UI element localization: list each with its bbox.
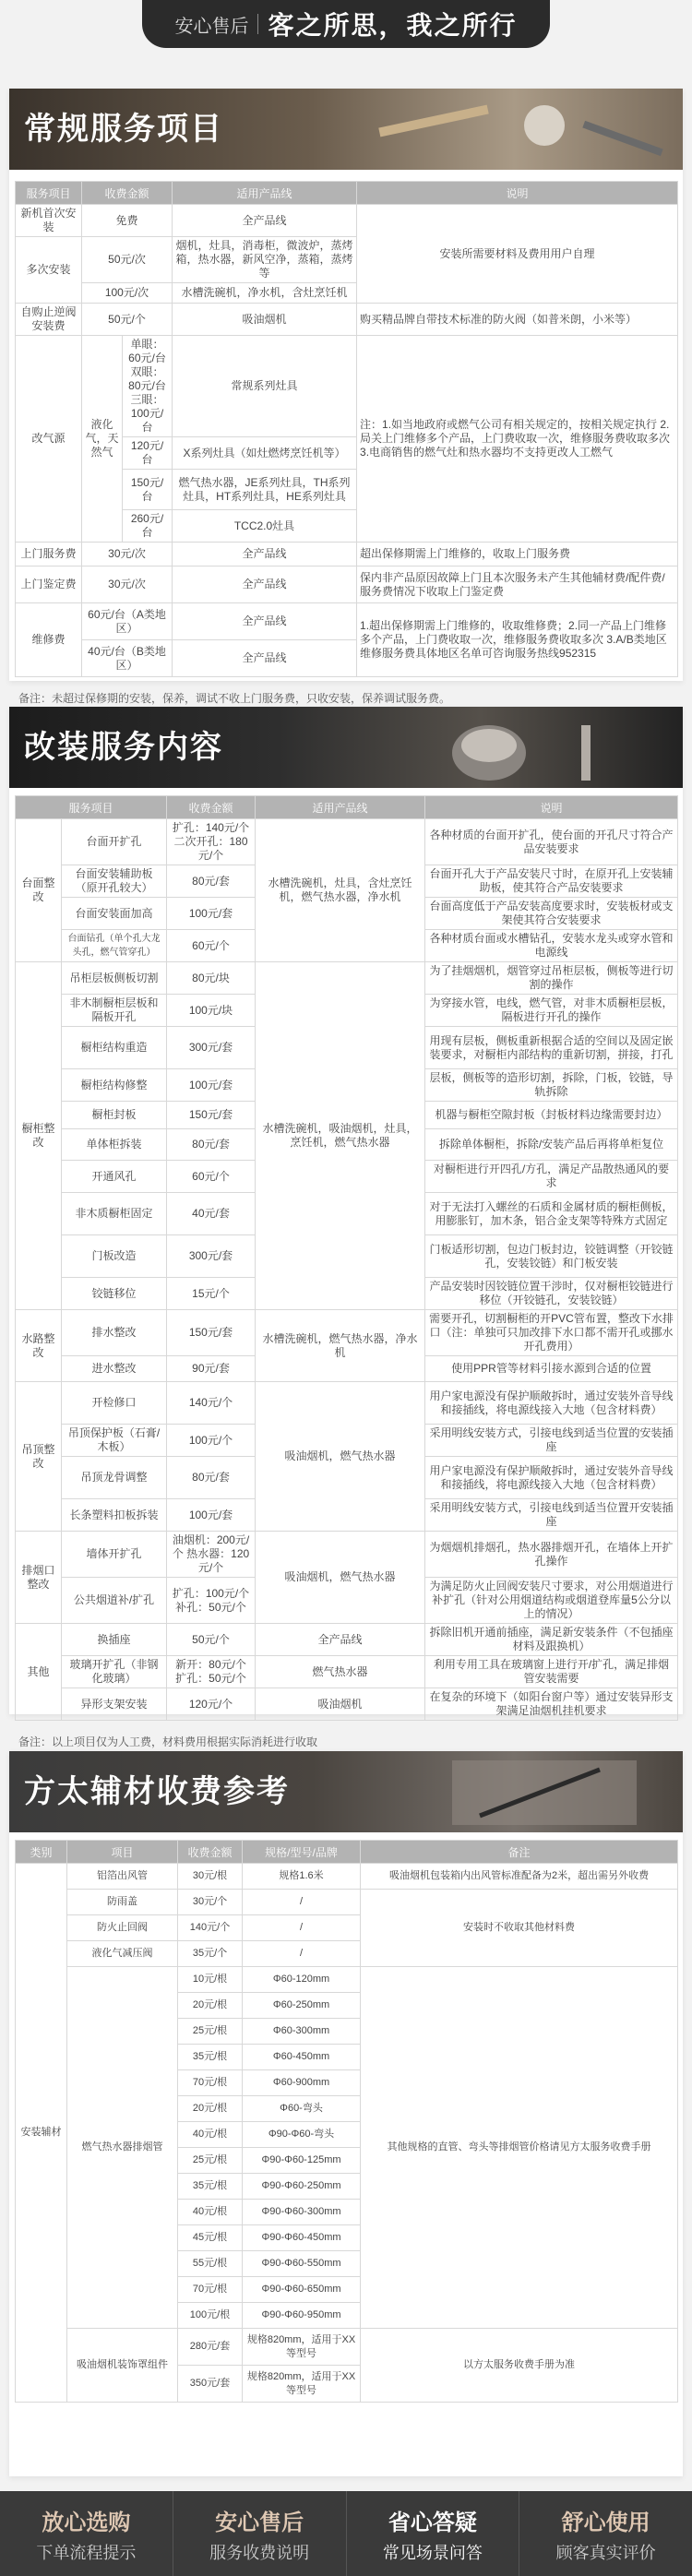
tools-illustration-icon: [360, 89, 683, 170]
cell: Φ60-300mm: [243, 2019, 361, 2045]
cell: 安装时不收取其他材料费: [361, 1890, 678, 1967]
cell: 各种材质台面或水槽钻孔，安装水龙头或穿水管和电源线: [425, 930, 678, 962]
cell: Φ90-Φ60-弯头: [243, 2122, 361, 2148]
cell: 350元/套: [178, 2366, 243, 2403]
section-note: 备注：以上项目仅为人工费，材料费用根据实际消耗进行收取: [18, 1735, 318, 1748]
cell: 规格820mm，适用于XX等型号: [243, 2366, 361, 2403]
section-title: 常规服务项目: [24, 112, 223, 147]
cell: 100元/块: [167, 995, 256, 1027]
col-header: 收费金额: [82, 182, 173, 205]
cell: 水槽洗碗机，吸油烟机，灶具，烹饪机，燃气热水器: [256, 962, 425, 1310]
section-header: [9, 707, 683, 788]
cell: 全产品线: [173, 543, 357, 566]
cell: 用户家电源没有保护顺敞拆时，通过安装外音导线和接插线，将电源线接入大地（包含材料费）: [425, 1382, 678, 1425]
cell: 55元/根: [178, 2251, 243, 2277]
cell: 80元/套: [167, 865, 256, 898]
cell: 吸油烟机装饰罩组件: [67, 2329, 178, 2403]
cell: 开检修口: [62, 1382, 167, 1425]
cell: 40元/根: [178, 2122, 243, 2148]
cell: 全产品线: [256, 1624, 425, 1656]
cell: 长条塑料扣板拆装: [62, 1499, 167, 1532]
col-header: 收费金额: [178, 1841, 243, 1864]
cell: 1.超出保修期需上门维修的，收取维修费；2.同一产品上门维修多个产品，上门费收取一次，维修服务费收取多次 3.A/B类地区维修服务费具体地区名单可咨询服务热线952315: [357, 603, 678, 677]
cell: 燃气热水器排烟管: [67, 1967, 178, 2329]
modification-table: [15, 795, 678, 1721]
cell: 280元/套: [178, 2329, 243, 2366]
cell: 50元/个: [167, 1624, 256, 1656]
cell: 80元/套: [167, 1457, 256, 1499]
cell: 在复杂的环境下（如阳台窗户等）通过安装异形支架满足油烟机挂机要求: [425, 1688, 678, 1721]
cell: 扩孔：100元/个 补孔：50元/个: [167, 1578, 256, 1624]
cell: 改气源: [16, 336, 82, 543]
cell: Φ60-900mm: [243, 2070, 361, 2096]
cell: 30元/次: [82, 543, 173, 566]
cell: 用现有层板，侧板重新根据合适的空间以及固定嵌装要求，对橱柜内部结构的重新切割，拼接，打孔: [425, 1027, 678, 1069]
cell: 规格820mm，适用于XX等型号: [243, 2329, 361, 2366]
cell: 50元/次: [82, 237, 173, 283]
table-row: [16, 1688, 678, 1721]
cell: Φ60-450mm: [243, 2045, 361, 2070]
cell: 150元/套: [167, 1310, 256, 1356]
cell: 150元/台: [123, 470, 173, 510]
cell: TCC2.0灶具: [173, 510, 357, 543]
cell: 140元/个: [167, 1382, 256, 1425]
col-header: 服务项目: [16, 796, 167, 819]
regular-services-table: [15, 181, 678, 677]
cell: 120元/个: [167, 1688, 256, 1721]
table-row: [16, 566, 678, 603]
cell: 铰链移位: [62, 1278, 167, 1310]
cell: 安装辅材: [16, 1864, 67, 2403]
cell: 25元/根: [178, 2019, 243, 2045]
nav-item-reviews[interactable]: [519, 2491, 692, 2576]
cell: 150元/套: [167, 1102, 256, 1129]
cell: 排水整改: [62, 1310, 167, 1356]
section-materials-fees: [9, 1751, 683, 2476]
cell: 购买精品牌自带技术标准的防火阀（如普米朗，小米等）: [357, 304, 678, 336]
cell: 吸油烟机，燃气热水器: [256, 1532, 425, 1624]
table-row: [16, 1967, 678, 1993]
cell: 水槽洗碗机，净水机，含灶烹饪机: [173, 283, 357, 304]
cell: 液化气，天然气: [82, 336, 123, 543]
cell: Φ90-Φ60-250mm: [243, 2174, 361, 2200]
cell: 注：1.如当地政府或燃气公司有相关规定的，按相关规定执行 2.局关上门维修多个产品，上门费收取一次，维修服务费收取多次 3.电商销售的燃气灶和热水器均不支持更改人工燃气: [357, 336, 678, 543]
cell: 扩孔：140元/个 二次开孔：180元/个: [167, 819, 256, 865]
cell: 100元/套: [167, 1069, 256, 1102]
cell: 对于无法打入螺丝的石质和金属材质的橱柜侧板，用膨胀钉，加木条，铝合金支架等特殊方式固定: [425, 1193, 678, 1235]
section-regular-services: [9, 89, 683, 705]
cell: 橱柜结构修整: [62, 1069, 167, 1102]
cell: 100元/个: [167, 1425, 256, 1457]
cell: 单眼：60元/台 双眼：80元/台 三眼：100元/台: [123, 336, 173, 437]
cell: 吊顶保护板（石膏/木板）: [62, 1425, 167, 1457]
cell: 70元/根: [178, 2070, 243, 2096]
cell: 台面钻孔（单个孔大龙头孔，燃气管穿孔）: [62, 930, 167, 962]
cell: 保内非产品原因故障上门且本次服务未产生其他辅材费/配件费/服务费情况下收取上门鉴定费: [357, 566, 678, 603]
cell: 其他: [16, 1624, 62, 1721]
col-header: 说明: [357, 182, 678, 205]
cell: 120元/台: [123, 437, 173, 470]
cell: 300元/套: [167, 1235, 256, 1278]
cell: 橱柜封板: [62, 1102, 167, 1129]
banner-small: 安心售后: [174, 16, 249, 37]
cell: Φ90-Φ60-125mm: [243, 2148, 361, 2174]
cell: 超出保修期需上门维修的，收取上门服务费: [357, 543, 678, 566]
table-row: [16, 603, 678, 640]
cell: 吸油烟机: [256, 1688, 425, 1721]
nav-subtitle: 下单流程提示: [36, 2543, 137, 2562]
bottom-nav: [0, 2491, 692, 2576]
cell: 35元/个: [178, 1941, 243, 1967]
cell: 台面安装面加高: [62, 898, 167, 930]
cell: 进水整改: [62, 1356, 167, 1382]
table-header-row: [16, 182, 678, 205]
cell: 吸油烟机: [173, 304, 357, 336]
cell: 烟机，灶具，消毒柜，微波炉，蒸烤箱，热水器，新风空净，蒸箱，蒸烤等: [173, 237, 357, 283]
cell: 常规系列灶具: [173, 336, 357, 437]
table-row: [16, 1382, 678, 1425]
cell: 排烟口整改: [16, 1532, 62, 1624]
cell: /: [243, 1941, 361, 1967]
cell: Φ60-250mm: [243, 1993, 361, 2019]
table-row: [16, 304, 678, 336]
table-row: [16, 1890, 678, 1915]
cell: Φ90-Φ60-550mm: [243, 2251, 361, 2277]
nav-title: 安心售后: [215, 2510, 304, 2535]
cell: 拆除单体橱柜，拆除/安装产品后再将单柜复位: [425, 1129, 678, 1161]
nav-subtitle: 顾客真实评价: [555, 2543, 656, 2562]
col-header: 适用产品线: [256, 796, 425, 819]
cell: 水槽洗碗机，燃气热水器，净水机: [256, 1310, 425, 1382]
cell: 吸油烟机，燃气热水器: [256, 1382, 425, 1532]
cell: 以方太服务收费手册为准: [361, 2329, 678, 2403]
cell: 60元/台（A类地区）: [82, 603, 173, 640]
cell: 非木制橱柜层板和隔板开孔: [62, 995, 167, 1027]
nav-item-aftersales[interactable]: [173, 2491, 347, 2576]
nav-title: 放心选购: [42, 2510, 131, 2535]
section-note: 备注：未超过保修期的安装，保养，调试不收上门服务费，只收安装，保养调试服务费。: [18, 692, 451, 705]
cell: 20元/根: [178, 1993, 243, 2019]
cell: 为烟烟机排烟孔，热水器排烟开孔，在墙体上开扩孔操作: [425, 1532, 678, 1578]
col-header: 备注: [361, 1841, 678, 1864]
table-row: [16, 336, 678, 437]
cell: 35元/根: [178, 2174, 243, 2200]
cell: 玻璃开扩孔（非钢化玻璃）: [62, 1656, 167, 1688]
cell: 新开：80元/个 扩孔：50元/个: [167, 1656, 256, 1688]
cell: 自购止逆阀安装费: [16, 304, 82, 336]
cell: 50元/个: [82, 304, 173, 336]
cell: 60元/个: [167, 930, 256, 962]
cell: 安装所需要材料及费用用户自理: [357, 205, 678, 304]
cell: 上门鉴定费: [16, 566, 82, 603]
cell: 20元/根: [178, 2096, 243, 2122]
cell: 公共烟道补/扩孔: [62, 1578, 167, 1624]
cell: 机器与橱柜空隙封板（封板材料边缘需要封边）: [425, 1102, 678, 1129]
nav-item-purchase[interactable]: [0, 2491, 173, 2576]
cell: 台面开孔大于产品安装尺寸时，在原开孔上安装辅助板，使其符合产品安装要求: [425, 865, 678, 898]
cell: 橱柜结构重造: [62, 1027, 167, 1069]
cell: Φ90-Φ60-650mm: [243, 2277, 361, 2303]
cell: 30元/个: [178, 1890, 243, 1915]
nav-title: 省心答疑: [388, 2510, 477, 2535]
cell: 10元/根: [178, 1967, 243, 1993]
section-modification-services: [9, 707, 683, 1748]
cell: 利用专用工具在玻璃窗上进行开/扩孔，满足排烟管安装需要: [425, 1656, 678, 1688]
nav-subtitle: 服务收费说明: [209, 2543, 310, 2562]
cell: 全产品线: [173, 640, 357, 677]
cell: 为满足防火止回阀安装尺寸要求，对公用烟道进行补扩孔（针对公用烟道结构或烟道登库量5公分以上的情况）: [425, 1578, 678, 1624]
cell: 300元/套: [167, 1027, 256, 1069]
table-row: [16, 1656, 678, 1688]
cell: 100元/次: [82, 283, 173, 304]
table-row: [16, 819, 678, 865]
section-title: 方太辅材收费参考: [24, 1774, 290, 1809]
cell: 新机首次安装: [16, 205, 82, 237]
cell: 维修费: [16, 603, 82, 677]
banner-slogan: 客之所思，我之所行: [268, 11, 518, 40]
cell: 免费: [82, 205, 173, 237]
cell: 橱柜整改: [16, 962, 62, 1310]
table-row: [16, 2329, 678, 2366]
cell: Φ90-Φ60-450mm: [243, 2225, 361, 2251]
cell: 70元/根: [178, 2277, 243, 2303]
banner-divider: [257, 14, 258, 34]
cell: 液化气减压阀: [67, 1941, 178, 1967]
cell: 换插座: [62, 1624, 167, 1656]
cell: Φ90-Φ60-300mm: [243, 2200, 361, 2225]
col-header: 规格/型号/品牌: [243, 1841, 361, 1864]
cell: 多次安装: [16, 237, 82, 304]
cell: 全产品线: [173, 205, 357, 237]
cell: 100元/套: [167, 898, 256, 930]
table-row: [16, 1864, 678, 1890]
nav-item-faq[interactable]: [347, 2491, 520, 2576]
col-header: 项目: [67, 1841, 178, 1864]
nav-title: 舒心使用: [561, 2510, 650, 2535]
cell: 规格1.6米: [243, 1864, 361, 1890]
cell: 全产品线: [173, 603, 357, 640]
col-header: 类别: [16, 1841, 67, 1864]
table-row: [16, 1532, 678, 1578]
cell: 40元/根: [178, 2200, 243, 2225]
writing-hand-icon: [397, 1751, 683, 1832]
materials-table: [15, 1840, 678, 2403]
cell: 防雨盖: [67, 1890, 178, 1915]
cell: 水槽洗碗机，灶具，含灶烹饪机，燃气热水器，净水机: [256, 819, 425, 962]
table-row: [16, 1310, 678, 1356]
table-row: [16, 205, 678, 237]
cell: 90元/套: [167, 1356, 256, 1382]
cell: 采用明线安装方式，引接电线到适当位置开安装插座: [425, 1499, 678, 1532]
cell: 25元/根: [178, 2148, 243, 2174]
cell: 其他规格的直管、弯头等排烟管价格请见方太服务收费手册: [361, 1967, 678, 2329]
table-header-row: [16, 1841, 678, 1864]
section-header: [9, 1751, 683, 1832]
table-header-row: [16, 796, 678, 819]
col-header: 收费金额: [167, 796, 256, 819]
cell: 燃气热水器，JE系列灶具，TH系列灶具，HT系列灶具，HE系列灶具: [173, 470, 357, 510]
cell: 用户家电源没有保护顺敞拆时，通过安装外音导线和接插线，将电源线接入大地（包含材料费）: [425, 1457, 678, 1499]
col-header: 说明: [425, 796, 678, 819]
cell: 40元/台（B类地区）: [82, 640, 173, 677]
cell: 100元/根: [178, 2303, 243, 2329]
cell: 吊顶龙骨调整: [62, 1457, 167, 1499]
cell: Φ60-弯头: [243, 2096, 361, 2122]
cell: 水路整改: [16, 1310, 62, 1382]
col-header: 适用产品线: [173, 182, 357, 205]
cell: X系列灶具（如灶燃烤烹饪机等）: [173, 437, 357, 470]
cell: 260元/台: [123, 510, 173, 543]
table-row: [16, 962, 678, 995]
cell: Φ90-Φ60-950mm: [243, 2303, 361, 2329]
cell: 燃气热水器: [256, 1656, 425, 1688]
cell: 需要开孔，切割橱柜的开PVC管布置，整改下水排口（注：单独可只加改排下水口都不需开孔或挪水开孔费用）: [425, 1310, 678, 1356]
table-row: [16, 1624, 678, 1656]
section-header: [9, 89, 683, 170]
cell: 采用明线安装方式，引接电线到适当位置的安装插座: [425, 1425, 678, 1457]
cell: 100元/套: [167, 1499, 256, 1532]
nav-subtitle: 常见场景问答: [382, 2543, 483, 2562]
cell: 非木质橱柜固定: [62, 1193, 167, 1235]
cell: 单体柜拆装: [62, 1129, 167, 1161]
cell: 开通风孔: [62, 1161, 167, 1193]
cell: 台面安装辅助板（原开孔较大）: [62, 865, 167, 898]
cell: 45元/根: [178, 2225, 243, 2251]
faucet-illustration-icon: [378, 707, 683, 788]
section-title: 改装服务内容: [24, 730, 223, 765]
cell: 层板，侧板等的造形切割，拆除，门板，铰链，导轨拆除: [425, 1069, 678, 1102]
cell: 吸油烟机包装箱内出风管标准配备为2米，超出需另外收费: [361, 1864, 678, 1890]
cell: 台面整改: [16, 819, 62, 962]
cell: 为穿接水管，电线，燃气管，对非木质橱柜层板，隔板进行开孔的操作: [425, 995, 678, 1027]
cell: 台面高度低于产品安装高度要求时，安装板材或支架使其符合安装要求: [425, 898, 678, 930]
cell: 15元/个: [167, 1278, 256, 1310]
cell: 上门服务费: [16, 543, 82, 566]
cell: 异形支架安装: [62, 1688, 167, 1721]
cell: 30元/次: [82, 566, 173, 603]
cell: /: [243, 1890, 361, 1915]
cell: 吊顶整改: [16, 1382, 62, 1532]
cell: 门板改造: [62, 1235, 167, 1278]
cell: 台面开扩孔: [62, 819, 167, 865]
cell: 60元/个: [167, 1161, 256, 1193]
cell: Φ60-120mm: [243, 1967, 361, 1993]
cell: 拆除旧机开通前插座，满足新安装条件（不包插座材料及跟换机）: [425, 1624, 678, 1656]
cell: 墙体开扩孔: [62, 1532, 167, 1578]
cell: 门板适形切割，包边门板封边，铰链调整（开铰链孔，安装铰链）和门板安装: [425, 1235, 678, 1278]
cell: 吊柜层板侧板切割: [62, 962, 167, 995]
cell: 防火止回阀: [67, 1915, 178, 1941]
cell: 80元/块: [167, 962, 256, 995]
cell: 使用PPR管等材料引接水源到合适的位置: [425, 1356, 678, 1382]
table-row: [16, 543, 678, 566]
col-header: 服务项目: [16, 182, 82, 205]
cell: 35元/根: [178, 2045, 243, 2070]
cell: 40元/套: [167, 1193, 256, 1235]
cell: 全产品线: [173, 566, 357, 603]
cell: /: [243, 1915, 361, 1941]
cell: 铝箔出风管: [67, 1864, 178, 1890]
cell: 为了挂烟烟机，烟管穿过吊柜层板，侧板等进行切割的操作: [425, 962, 678, 995]
cell: 80元/套: [167, 1129, 256, 1161]
top-banner: [0, 0, 692, 65]
cell: 对橱柜进行开四孔/方孔，满足产品散热通风的要求: [425, 1161, 678, 1193]
cell: 30元/根: [178, 1864, 243, 1890]
cell: 产品安装时因铰链位置干涉时，仅对橱柜铰链进行移位（开铰链孔，安装铰链）: [425, 1278, 678, 1310]
cell: 油烟机：200元/个 热水器：120元/个: [167, 1532, 256, 1578]
cell: 140元/个: [178, 1915, 243, 1941]
cell: 各种材质的台面开扩孔，使台面的开孔尺寸符合产品安装要求: [425, 819, 678, 865]
banner-pill: [142, 0, 550, 48]
